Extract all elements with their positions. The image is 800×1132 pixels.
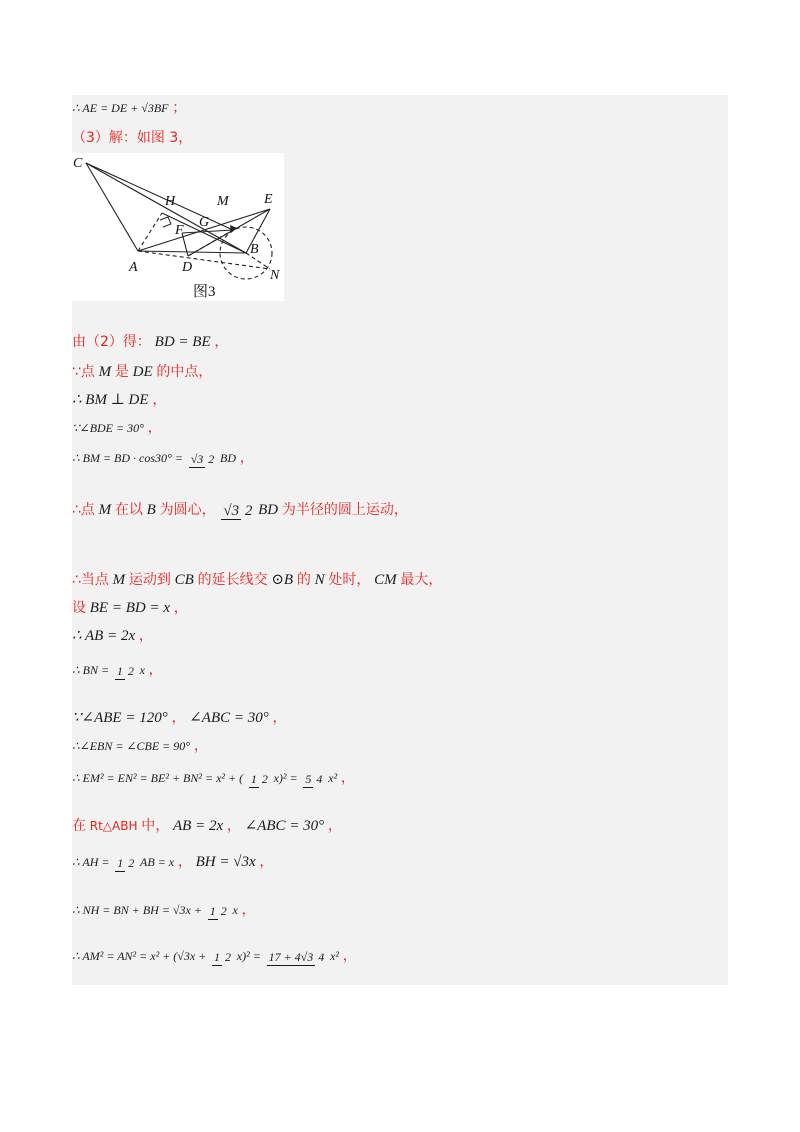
text: 的 bbox=[296, 572, 311, 588]
punct: ； bbox=[172, 100, 187, 116]
text: 的延长线交 bbox=[197, 572, 268, 588]
label-a: A bbox=[129, 260, 138, 275]
numerator: 1 bbox=[250, 771, 257, 786]
math-ab-2x: AB = 2x bbox=[173, 818, 224, 834]
punct: ， bbox=[214, 334, 229, 350]
math-angle-abe: ∵∠ABE = 120° bbox=[72, 710, 168, 726]
math-angle-abc: ∠ABC = 30° bbox=[189, 710, 269, 726]
punct: ， bbox=[342, 948, 357, 964]
punct: ， bbox=[272, 710, 287, 726]
denominator: 4 bbox=[318, 949, 325, 964]
numerator: 1 bbox=[209, 903, 216, 918]
fraction-17-plus-4sqrt3-over-4 bbox=[267, 947, 325, 967]
punct: ， bbox=[173, 600, 188, 616]
label-c: C bbox=[73, 156, 83, 171]
text: 中， bbox=[141, 818, 170, 834]
denominator: 2 bbox=[128, 855, 135, 870]
geometry-diagram bbox=[72, 153, 284, 301]
line-nh bbox=[72, 900, 256, 921]
math-be-bd-x: BE = BD = x bbox=[89, 600, 170, 616]
math-b: B bbox=[146, 502, 156, 518]
line-midpoint bbox=[72, 362, 212, 382]
math-lhs: ∴ AM² = AN² = x² + (√3x + bbox=[72, 949, 207, 963]
denominator: 2 bbox=[127, 663, 134, 678]
denominator: 2 bbox=[244, 502, 253, 519]
line-angle-ebn bbox=[72, 736, 208, 756]
math-rhs: x² bbox=[330, 949, 339, 963]
math-rhs: x bbox=[232, 903, 238, 917]
math-rhs: BD bbox=[220, 451, 237, 465]
math-m: M bbox=[98, 364, 112, 380]
text: 为圆心， bbox=[159, 502, 216, 518]
label-d: D bbox=[182, 260, 193, 275]
numerator: 1 bbox=[116, 663, 123, 678]
math-bm-perp-de: ∴ BM ⊥ DE bbox=[72, 392, 149, 408]
punct: ， bbox=[241, 902, 256, 918]
denominator: 4 bbox=[316, 771, 323, 786]
fraction-1-over-2 bbox=[249, 769, 268, 789]
label-n: N bbox=[270, 268, 280, 283]
part3-heading: （3）解：如图 3， bbox=[72, 130, 193, 146]
line-angles-abe-abc bbox=[72, 708, 287, 728]
punct: ， bbox=[226, 818, 241, 834]
math-angle-abc: ∠ABC = 30° bbox=[244, 818, 325, 834]
math-ab-2x: ∴ AB = 2x bbox=[72, 628, 136, 644]
line-bn-half-x bbox=[72, 660, 163, 681]
text: 最大， bbox=[400, 572, 443, 588]
line-part3-heading bbox=[72, 128, 192, 148]
math-circle-b: ⊙B bbox=[271, 572, 294, 588]
text: 处时， bbox=[328, 572, 371, 588]
line-let-x bbox=[72, 598, 188, 618]
math-lhs: ∴ AH = bbox=[72, 855, 110, 869]
label-h: H bbox=[165, 194, 176, 209]
text: 运动到 bbox=[128, 572, 171, 588]
geometry-figure-3 bbox=[72, 153, 284, 301]
math-angle-bde: ∵∠BDE = 30° bbox=[72, 421, 144, 435]
label-g: G bbox=[199, 215, 210, 230]
fraction-1-over-2 bbox=[115, 853, 134, 873]
fraction-1-over-2 bbox=[115, 661, 134, 681]
line-ab-2x bbox=[72, 626, 153, 646]
text: 在 bbox=[72, 818, 86, 834]
punct: ， bbox=[239, 450, 254, 466]
label-e: E bbox=[264, 192, 273, 207]
math-rhs: x² bbox=[328, 771, 338, 785]
punct: ， bbox=[177, 854, 192, 870]
line-ah-bh bbox=[72, 852, 273, 873]
math-n: N bbox=[314, 572, 325, 588]
line-from-part2 bbox=[72, 332, 228, 352]
numerator: √3 bbox=[190, 451, 204, 466]
math-bh: BH = √3x bbox=[195, 854, 256, 870]
punct: ， bbox=[171, 710, 186, 726]
line-angle-bde bbox=[72, 418, 162, 438]
math-bd: BD bbox=[258, 502, 279, 518]
text: 为半径的圆上运动， bbox=[281, 502, 408, 518]
math-ae-equation: ∴ AE = DE + √3BF bbox=[72, 101, 169, 115]
line-bm-perp bbox=[72, 390, 166, 410]
text: 由（2）得： bbox=[72, 334, 151, 350]
math-mid: x)² = bbox=[236, 949, 261, 963]
numerator: 17 + 4√3 bbox=[268, 949, 314, 964]
punct: ， bbox=[193, 738, 208, 754]
fraction-1-over-2 bbox=[208, 901, 227, 921]
math-lhs: ∴ BN = bbox=[72, 663, 110, 677]
numerator: 1 bbox=[117, 855, 124, 870]
math-cm: CM bbox=[374, 572, 397, 588]
math-lhs: ∴ BM = BD · cos30° = bbox=[72, 451, 183, 465]
math-bd-be: BD = BE bbox=[154, 334, 211, 350]
punct: ， bbox=[148, 662, 163, 678]
fraction-5-over-4 bbox=[303, 769, 322, 789]
numerator: √3 bbox=[223, 502, 240, 519]
punct: ， bbox=[138, 628, 153, 644]
text: 是 bbox=[114, 364, 129, 380]
numerator: 5 bbox=[305, 771, 312, 786]
punct: ， bbox=[259, 854, 274, 870]
math-mid: AB = x bbox=[140, 855, 175, 869]
punct: ， bbox=[340, 770, 355, 786]
label-b: B bbox=[250, 242, 259, 257]
punct: ， bbox=[152, 392, 167, 408]
label-m: M bbox=[217, 194, 229, 209]
text: 设 bbox=[72, 600, 86, 616]
punct: ， bbox=[147, 420, 162, 436]
fraction-sqrt3-over-2 bbox=[189, 449, 215, 469]
line-em-squared bbox=[72, 768, 355, 789]
line-rt-abh bbox=[72, 816, 342, 836]
denominator: 2 bbox=[208, 451, 215, 466]
fraction-1-over-2 bbox=[212, 947, 231, 967]
line-conclusion-ae bbox=[72, 98, 186, 118]
figure-caption: 图3 bbox=[193, 284, 216, 300]
label-f: F bbox=[175, 223, 184, 238]
line-am-squared bbox=[72, 946, 357, 967]
math-mid: x)² = bbox=[273, 771, 298, 785]
fraction-sqrt3-over-2 bbox=[221, 501, 252, 521]
math-m: M bbox=[112, 572, 126, 588]
denominator: 2 bbox=[225, 949, 232, 964]
denominator: 2 bbox=[261, 771, 268, 786]
text: 的中点， bbox=[156, 364, 213, 380]
math-angle-ebn: ∴∠EBN = ∠CBE = 90° bbox=[72, 739, 191, 753]
line-cm-max bbox=[72, 570, 442, 590]
text: ∵点 bbox=[72, 364, 95, 380]
math-de: DE bbox=[132, 364, 153, 380]
text: ∴点 bbox=[72, 502, 95, 518]
math-m: M bbox=[98, 502, 112, 518]
math-rt-abh: Rt△ABH bbox=[89, 819, 138, 833]
denominator: 2 bbox=[220, 903, 227, 918]
punct: ， bbox=[327, 818, 342, 834]
math-rhs: x bbox=[139, 663, 145, 677]
line-circle-locus bbox=[72, 500, 408, 521]
math-cb: CB bbox=[174, 572, 194, 588]
text: 在以 bbox=[114, 502, 143, 518]
text: ∴当点 bbox=[72, 572, 109, 588]
line-bm-cos bbox=[72, 448, 254, 469]
numerator: 1 bbox=[214, 949, 221, 964]
math-lhs: ∴ NH = BN + BH = √3x + bbox=[72, 903, 202, 917]
math-lhs: ∴ EM² = EN² = BE² + BN² = x² + ( bbox=[72, 771, 244, 785]
